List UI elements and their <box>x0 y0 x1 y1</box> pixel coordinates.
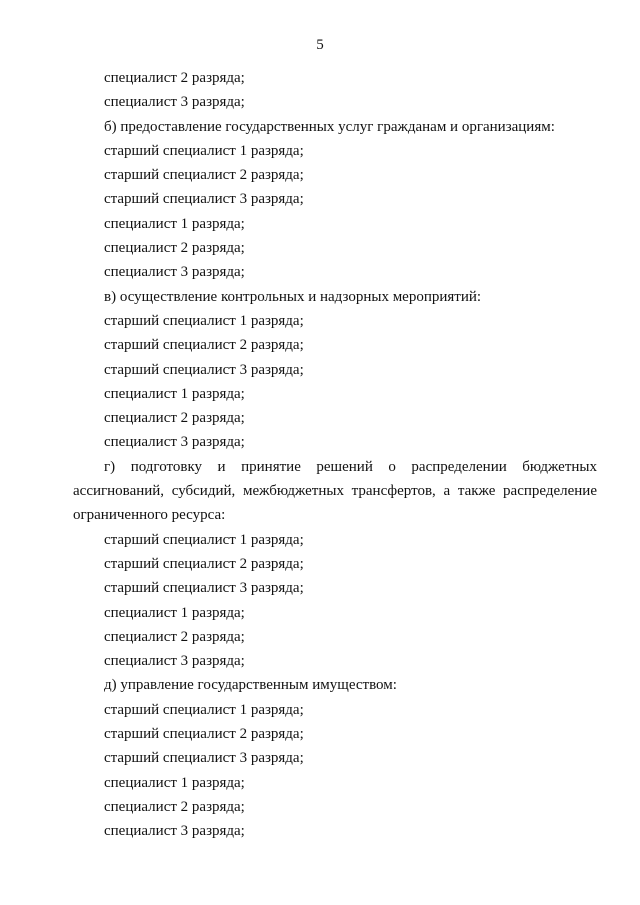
list-item: специалист 2 разряда; <box>104 70 245 86</box>
list-item: старший специалист 1 разряда; <box>104 142 304 159</box>
list-item: старший специалист 1 разряда; <box>104 701 304 718</box>
section-heading-d: д) управление государственным имуществом: <box>104 677 397 694</box>
list-item: старший специалист 2 разряда; <box>104 726 304 743</box>
list-item: специалист 2 разряда; <box>104 240 245 257</box>
list-item: специалист 3 разряда; <box>104 264 245 281</box>
list-item: старший специалист 3 разряда; <box>104 191 304 208</box>
list-item: специалист 1 разряда; <box>104 215 245 232</box>
document-body <box>73 66 597 844</box>
list-item: старший специалист 3 разряда; <box>104 580 304 597</box>
list-item: старший специалист 3 разряда; <box>104 750 304 767</box>
list-item: специалист 1 разряда; <box>104 385 245 402</box>
list-item: специалист 3 разряда; <box>104 434 245 451</box>
list-item: специалист 3 разряда; <box>104 653 245 670</box>
list-item: специалист 3 разряда; <box>104 823 245 840</box>
list-item: специалист 2 разряда; <box>104 798 245 815</box>
list-item: специалист 3 разряда; <box>104 94 245 111</box>
list-item: специалист 2 разряда; <box>104 628 245 645</box>
section-heading-v: в) осуществление контрольных и надзорных мероприятий: <box>104 288 482 305</box>
list-item: старший специалист 1 разряда; <box>104 531 304 548</box>
section-paragraph-g: г) подготовку и принятие решений о распределении бюджетных ассигнований, субсидий, межбюджетных трансфертов, а также распределение ограниченного ресурса: <box>73 458 597 524</box>
list-item: специалист 1 разряда; <box>104 604 245 621</box>
list-item: специалист 2 разряда; <box>104 410 245 427</box>
section-heading-b: б) предоставление государственных услуг гражданам и организациям: <box>104 118 555 135</box>
list-item: старший специалист 1 разряда; <box>104 312 304 329</box>
list-item: старший специалист 2 разряда; <box>104 337 304 354</box>
list-item: старший специалист 2 разряда; <box>104 555 304 572</box>
list-item: старший специалист 2 разряда; <box>104 167 304 184</box>
list-item: старший специалист 3 разряда; <box>104 361 304 378</box>
list-item: специалист 1 разряда; <box>104 774 245 791</box>
page-number: 5 <box>316 37 324 53</box>
